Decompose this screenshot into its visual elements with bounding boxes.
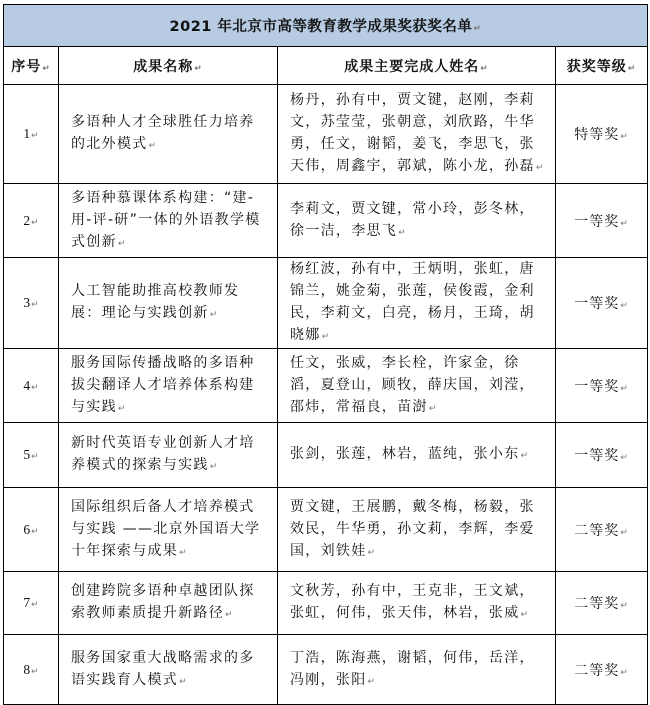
row-award-level: 一等奖↵: [556, 349, 648, 423]
row-achievement-name: 创建跨院多语种卓越团队探索教师素质提升新路径↵: [59, 572, 278, 635]
row-award-level: 二等奖↵: [556, 572, 648, 635]
row-people: 任文，张威，李长栓，许家金，徐滔，夏登山，顾牧，薛庆国，刘滢，邵炜，常福良，苗澍↵: [278, 349, 556, 423]
header-index: 序号↵: [4, 47, 59, 85]
row-achievement-name: 服务国际传播战略的多语种拔尖翻译人才培养体系构建与实践↵: [59, 349, 278, 423]
row-people: 杨红波，孙有中，王炳明，张虹，唐锦兰，姚金菊，张莲，侯俊霞，金利民，李莉文，白亮，杨月，王琦，胡晓娜↵: [278, 258, 556, 349]
row-people: 丁浩，陈海燕，谢韬，何伟，岳洋，冯刚，张阳↵: [278, 635, 556, 705]
table-row: [4, 184, 648, 258]
row-award-level: 二等奖↵: [556, 488, 648, 572]
row-achievement-name: 多语种人才全球胜任力培养的北外模式↵: [59, 85, 278, 184]
row-index: 5↵: [4, 423, 59, 488]
table-row: [4, 635, 648, 705]
table-title-text: 2021 年北京市高等教育教学成果奖获奖名单: [169, 19, 473, 35]
row-index: 6↵: [4, 488, 59, 572]
row-people: 文秋芳，孙有中，王克非，王文斌，张虹，何伟，张天伟，林岩，张威↵: [278, 572, 556, 635]
row-people: 李莉文，贾文键，常小玲，彭冬林，徐一洁，李思飞↵: [278, 184, 556, 258]
row-index: 8↵: [4, 635, 59, 705]
table-row: [4, 423, 648, 488]
row-achievement-name: 人工智能助推高校教师发展：理论与实践创新↵: [59, 258, 278, 349]
table-row: [4, 572, 648, 635]
row-achievement-name: 新时代英语专业创新人才培养模式的探索与实践↵: [59, 423, 278, 488]
row-people: 张剑，张莲，林岩，蓝纯，张小东↵: [278, 423, 556, 488]
row-achievement-name: 服务国家重大战略需求的多语实践育人模式↵: [59, 635, 278, 705]
table-row: [4, 488, 648, 572]
awards-table: [3, 4, 648, 705]
row-award-level: 一等奖↵: [556, 258, 648, 349]
row-index: 4↵: [4, 349, 59, 423]
row-achievement-name: 国际组织后备人才培养模式与实践 ——北京外国语大学十年探索与成果↵: [59, 488, 278, 572]
row-award-level: 特等奖↵: [556, 85, 648, 184]
row-index: 2↵: [4, 184, 59, 258]
row-achievement-name: 多语种慕课体系构建：“建-用-评-研”一体的外语教学模式创新↵: [59, 184, 278, 258]
table-row: [4, 85, 648, 184]
row-award-level: 二等奖↵: [556, 635, 648, 705]
header-level: 获奖等级↵: [556, 47, 648, 85]
header-people: 成果主要完成人姓名↵: [278, 47, 556, 85]
header-name: 成果名称↵: [59, 47, 278, 85]
table-row: [4, 349, 648, 423]
table-row: [4, 258, 648, 349]
row-index: 1↵: [4, 85, 59, 184]
row-index: 7↵: [4, 572, 59, 635]
table-title: 2021 年北京市高等教育教学成果奖获奖名单↵: [4, 5, 648, 47]
row-people: 杨丹，孙有中，贾文键，赵刚，李莉文，苏莹莹，张朝意，刘欣路，牛华勇，任文，谢韬，姜飞，李思飞，张天伟，周鑫宇，郭斌，陈小龙，孙磊↵: [278, 85, 556, 184]
row-people: 贾文键，王展鹏，戴冬梅，杨毅，张效民，牛华勇，孙文莉，李辉，李爱国，刘铁娃↵: [278, 488, 556, 572]
row-index: 3↵: [4, 258, 59, 349]
row-award-level: 一等奖↵: [556, 184, 648, 258]
row-award-level: 一等奖↵: [556, 423, 648, 488]
header-row: [4, 47, 648, 85]
